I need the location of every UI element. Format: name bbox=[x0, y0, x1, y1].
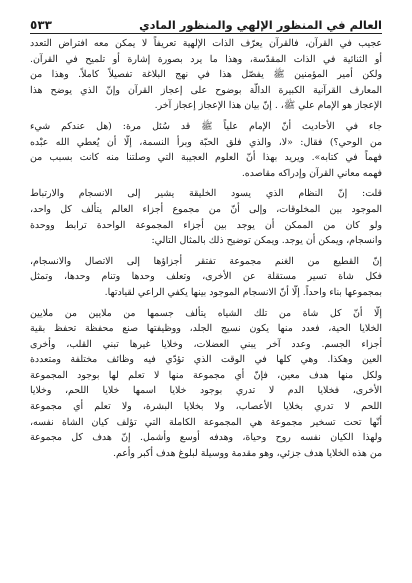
text-line: فكل شاة تسير مستقلة عن الأخرى، وتعلف وحدها وتنام وحدها، وتمثل bbox=[30, 271, 382, 283]
text-line: فهمه معاني القرآن وإدراكه مقاصده. bbox=[241, 167, 382, 179]
paragraph-4 bbox=[30, 254, 382, 301]
text-line: الموجود بين المخلوقات، وإلى أنّ من مجموع أجزاء العالم يتألف كل واحد، bbox=[30, 203, 382, 215]
text-line: ولهذا الكيان نفسه روح وحياة، وهدفه أوسع وأشمل. إنّ هدف كل مجموعة bbox=[30, 432, 382, 444]
page-header bbox=[30, 10, 382, 32]
text-line: الخلايا الحية، فعدد منها يكون نسيج الجلد، ووظيفتها صنع محفظة تحفظ بقية bbox=[30, 323, 382, 335]
text-line: الأخرى، فخلايا الدم لا تدري بوجود خلايا اسمها خلايا اللحم، وخلايا bbox=[30, 385, 382, 397]
paragraph-1 bbox=[30, 36, 382, 114]
text-line: ولكل منها هدف معين، فإنّ أي مجموعة منها لا تعلم لها بوجود المجموعة bbox=[30, 369, 382, 381]
text-line: جاء في الأحاديث أنّ الإمام علياً ﷺ قد سُئل مرة: (هل عندكم شيء bbox=[30, 120, 382, 132]
text-line: من هذه الخلايا هدف جزئي، وهو مقدمة ووسيلة لبلوغ هدف أكبر وأعم. bbox=[112, 447, 382, 459]
paragraph-5 bbox=[30, 306, 382, 462]
text-line: عجيب في القرآن، فالقرآن يعرّف الذات الإلهية تعريفاً لا يمكن معه افتراض التعدد bbox=[30, 38, 382, 49]
text-line: المعارف القرآنية الكبيرة الدالّة بوضوح على إعجاز القرآن وإنّ الذي يوضح هذا bbox=[30, 84, 382, 96]
text-line: وانسجام، ويمكن أن يوجد. ويمكن توضيح ذلك بالمثال التالي: bbox=[151, 235, 382, 247]
text-line: الإعجاز هو الإمام علي ﷺ، . إنّ بيان هذا الإعجاز إعجاز آخر. bbox=[154, 100, 382, 112]
text-line: بمجموعها بناء واحداً. إلّا أنّ الانسجام الموجود بينها يكفي الراعي لقيادتها. bbox=[104, 286, 382, 298]
text-line: أجزاء الجسم. وعدد آخر يبني العضلات، وخلايا غيرها تبني القلب، وأخرى bbox=[30, 338, 382, 350]
text-line: إلّا أنّ كل شاة من تلك الشياه يتألف جسمها من ملايين من ملايين bbox=[30, 307, 382, 319]
text-line: اللحم لا تدري بخلايا الأعصاب، ولا بخلايا البشرة، ولا تعلم أي مجموعة bbox=[30, 401, 382, 413]
text-line: أو الثنائية في الذات المقدّسة، وهذا ما يرد بصورة إشارة أو تلميح في القرآن. bbox=[30, 53, 382, 65]
text-line: قلت: إنّ النظام الذي يسود الخليقة يشير إلى الانسجام والارتباط bbox=[30, 188, 382, 200]
header-rule bbox=[30, 33, 382, 34]
paragraph-3 bbox=[30, 186, 382, 248]
text-line: أنّها تحت تسخير مجموعة هي المجموعة الكاملة التي تؤلف كيان الشاة نفسه، bbox=[30, 416, 382, 428]
text-line: من الوحي؟) فقال: «لا، والذي فلق الحبّة وبرأ النسمة، إلّا أن يُعطي الله عبْده bbox=[30, 136, 382, 148]
text-line: العين وهكذا. وهي كلها في الوقت الذي تؤدّي فيه وظائف مختلفة ومتعددة bbox=[30, 354, 382, 366]
text-line: ولو كان من الممكن أن يوجد بين أجزاء المجموعة الواحدة ترابط ووحدة bbox=[30, 219, 382, 231]
text-line: ولكن أمير المؤمنين ﷺ يفصّل هذا في نهج البلاغة تفصيلاً كاملاً. وهذا من bbox=[30, 69, 382, 81]
text-line: إنّ القطيع من الغنم مجموعة تفتقر أجزاؤها إلى الاتصال والانسجام، bbox=[30, 255, 382, 267]
paragraph-2 bbox=[30, 119, 382, 181]
text-line: فهماً في كتابه». ويريد بهذا أنّ العلوم العجيبة التي وصلتنا منه كانت بسبب من bbox=[30, 152, 382, 164]
running-title: العالم في المنظور الإلهي والمنظور المادي bbox=[139, 18, 382, 32]
page-body bbox=[30, 36, 382, 461]
page-number: ٥٣٣ bbox=[30, 18, 52, 32]
